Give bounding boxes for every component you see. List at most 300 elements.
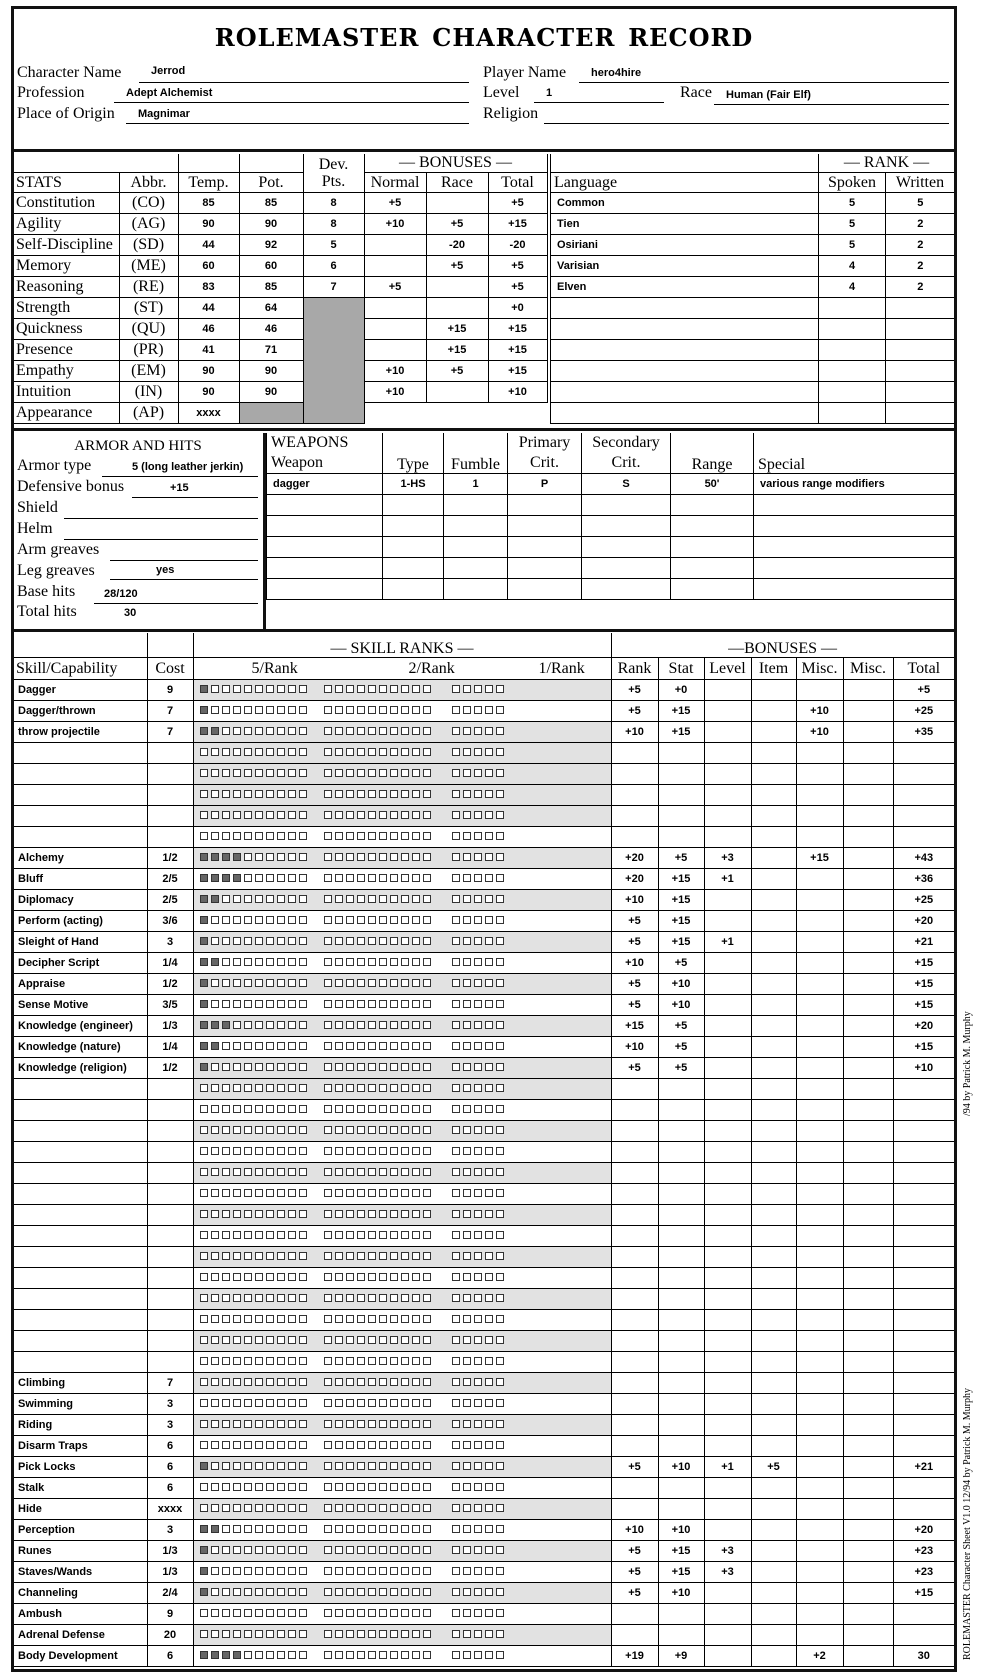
skill-stat[interactable] — [658, 1225, 704, 1246]
rank-checkbox[interactable] — [390, 1420, 398, 1428]
rank-checkbox[interactable] — [277, 727, 285, 735]
stat-pot[interactable]: 90 — [239, 213, 303, 234]
stat-race[interactable] — [426, 192, 488, 213]
rank-checkbox[interactable] — [288, 1168, 296, 1176]
rank-checkbox[interactable] — [368, 1042, 376, 1050]
rank-checkbox[interactable] — [200, 727, 208, 735]
rank-checkbox[interactable] — [390, 916, 398, 924]
rank-checkbox[interactable] — [299, 1462, 307, 1470]
rank-checkbox[interactable] — [266, 811, 274, 819]
rank-checkbox[interactable] — [277, 1483, 285, 1491]
rank-checkbox[interactable] — [379, 832, 387, 840]
rank-checkbox[interactable] — [496, 895, 504, 903]
skill-total[interactable] — [893, 1246, 954, 1267]
rank-checkbox[interactable] — [412, 1357, 420, 1365]
rank-checkbox[interactable] — [346, 1441, 354, 1449]
skill-item[interactable] — [751, 1288, 796, 1309]
rank-checkbox[interactable] — [288, 1021, 296, 1029]
rank-checkbox[interactable] — [288, 727, 296, 735]
skill-name[interactable] — [14, 1288, 147, 1309]
rank-checkbox[interactable] — [368, 1210, 376, 1218]
skill-level[interactable] — [704, 700, 751, 721]
skill-level[interactable] — [704, 1057, 751, 1078]
skill-item[interactable] — [751, 1435, 796, 1456]
skill-misc1[interactable] — [796, 1561, 843, 1582]
rank-checkbox[interactable] — [222, 916, 230, 924]
rank-checkbox[interactable] — [266, 1084, 274, 1092]
stat-dev[interactable]: 8 — [303, 213, 364, 234]
rank-checkbox[interactable] — [288, 1651, 296, 1659]
stat-pot[interactable]: 92 — [239, 234, 303, 255]
skill-misc1[interactable] — [796, 952, 843, 973]
rank-checkbox[interactable] — [357, 937, 365, 945]
skill-cost[interactable]: 3 — [147, 1414, 193, 1435]
rank-checkbox[interactable] — [474, 1588, 482, 1596]
stat-temp[interactable]: xxxx — [178, 402, 239, 423]
rank-checkbox[interactable] — [346, 1651, 354, 1659]
skill-rank[interactable]: +10 — [611, 721, 658, 742]
rank-checkbox[interactable] — [463, 1315, 471, 1323]
rank-checkbox[interactable] — [423, 1252, 431, 1260]
rank-boxes[interactable] — [193, 1246, 611, 1267]
rank-checkbox[interactable] — [368, 1168, 376, 1176]
rank-checkbox[interactable] — [346, 1105, 354, 1113]
skill-rank[interactable] — [611, 1414, 658, 1435]
skill-misc2[interactable] — [843, 889, 893, 910]
rank-checkbox[interactable] — [324, 1273, 332, 1281]
rank-checkbox[interactable] — [200, 1063, 208, 1071]
rank-checkbox[interactable] — [423, 1042, 431, 1050]
rank-checkbox[interactable] — [277, 1441, 285, 1449]
rank-checkbox[interactable] — [244, 1651, 252, 1659]
language-written[interactable]: 5 — [886, 192, 955, 213]
rank-checkbox[interactable] — [200, 979, 208, 987]
rank-checkbox[interactable] — [222, 1042, 230, 1050]
skill-misc2[interactable] — [843, 1498, 893, 1519]
skill-total[interactable] — [893, 826, 954, 847]
rank-checkbox[interactable] — [277, 1000, 285, 1008]
rank-checkbox[interactable] — [452, 1252, 460, 1260]
rank-checkbox[interactable] — [379, 1336, 387, 1344]
rank-checkbox[interactable] — [390, 1567, 398, 1575]
rank-checkbox[interactable] — [474, 895, 482, 903]
rank-checkbox[interactable] — [255, 979, 263, 987]
rank-checkbox[interactable] — [335, 1399, 343, 1407]
rank-checkbox[interactable] — [485, 1231, 493, 1239]
skill-rank[interactable]: +5 — [611, 1456, 658, 1477]
rank-checkbox[interactable] — [233, 1084, 241, 1092]
rank-checkbox[interactable] — [233, 853, 241, 861]
rank-checkbox[interactable] — [299, 1189, 307, 1197]
rank-checkbox[interactable] — [368, 1357, 376, 1365]
rank-checkbox[interactable] — [233, 1630, 241, 1638]
skill-misc2[interactable] — [843, 1204, 893, 1225]
rank-checkbox[interactable] — [211, 1588, 219, 1596]
rank-boxes[interactable] — [193, 1267, 611, 1288]
skill-level[interactable] — [704, 1225, 751, 1246]
skill-name[interactable]: Pick Locks — [14, 1456, 147, 1477]
skill-misc2[interactable] — [843, 1099, 893, 1120]
rank-checkbox[interactable] — [401, 979, 409, 987]
skill-stat[interactable]: +5 — [658, 1036, 704, 1057]
skill-misc2[interactable] — [843, 1246, 893, 1267]
rank-checkbox[interactable] — [368, 1609, 376, 1617]
skill-item[interactable] — [751, 1645, 796, 1666]
rank-checkbox[interactable] — [255, 1546, 263, 1554]
skill-misc2[interactable] — [843, 1225, 893, 1246]
skill-stat[interactable]: +10 — [658, 1582, 704, 1603]
rank-checkbox[interactable] — [222, 1441, 230, 1449]
skill-total[interactable]: +43 — [893, 847, 954, 868]
skill-level[interactable] — [704, 721, 751, 742]
rank-checkbox[interactable] — [485, 874, 493, 882]
skill-name[interactable]: Runes — [14, 1540, 147, 1561]
rank-checkbox[interactable] — [346, 895, 354, 903]
rank-checkbox[interactable] — [233, 769, 241, 777]
rank-checkbox[interactable] — [379, 706, 387, 714]
skill-name[interactable] — [14, 1309, 147, 1330]
rank-checkbox[interactable] — [324, 832, 332, 840]
rank-checkbox[interactable] — [463, 811, 471, 819]
rank-checkbox[interactable] — [401, 1105, 409, 1113]
rank-checkbox[interactable] — [346, 1210, 354, 1218]
rank-checkbox[interactable] — [211, 1357, 219, 1365]
rank-checkbox[interactable] — [390, 1483, 398, 1491]
arm-greaves-field[interactable] — [110, 545, 258, 561]
rank-checkbox[interactable] — [288, 1609, 296, 1617]
rank-checkbox[interactable] — [423, 895, 431, 903]
rank-checkbox[interactable] — [211, 1273, 219, 1281]
skill-name[interactable]: Dagger/thrown — [14, 700, 147, 721]
rank-checkbox[interactable] — [200, 1000, 208, 1008]
rank-checkbox[interactable] — [255, 1189, 263, 1197]
skill-misc2[interactable] — [843, 1036, 893, 1057]
rank-checkbox[interactable] — [485, 706, 493, 714]
rank-checkbox[interactable] — [200, 1252, 208, 1260]
rank-checkbox[interactable] — [299, 1105, 307, 1113]
weapon-name[interactable] — [267, 495, 383, 516]
rank-checkbox[interactable] — [401, 1630, 409, 1638]
rank-checkbox[interactable] — [368, 1441, 376, 1449]
rank-checkbox[interactable] — [346, 1315, 354, 1323]
rank-checkbox[interactable] — [474, 727, 482, 735]
skill-stat[interactable] — [658, 1099, 704, 1120]
rank-checkbox[interactable] — [233, 1420, 241, 1428]
rank-checkbox[interactable] — [211, 1294, 219, 1302]
rank-checkbox[interactable] — [266, 832, 274, 840]
rank-checkbox[interactable] — [379, 1504, 387, 1512]
skill-cost[interactable]: 9 — [147, 679, 193, 700]
rank-checkbox[interactable] — [401, 1357, 409, 1365]
rank-checkbox[interactable] — [401, 895, 409, 903]
skill-level[interactable] — [704, 742, 751, 763]
rank-checkbox[interactable] — [277, 1315, 285, 1323]
skill-level[interactable] — [704, 1351, 751, 1372]
skill-item[interactable] — [751, 700, 796, 721]
rank-checkbox[interactable] — [335, 1651, 343, 1659]
rank-checkbox[interactable] — [474, 769, 482, 777]
rank-checkbox[interactable] — [244, 1336, 252, 1344]
rank-checkbox[interactable] — [485, 1315, 493, 1323]
rank-checkbox[interactable] — [401, 1315, 409, 1323]
rank-checkbox[interactable] — [211, 1462, 219, 1470]
skill-misc2[interactable] — [843, 1330, 893, 1351]
rank-checkbox[interactable] — [255, 790, 263, 798]
rank-checkbox[interactable] — [401, 1546, 409, 1554]
rank-checkbox[interactable] — [423, 811, 431, 819]
rank-checkbox[interactable] — [452, 1546, 460, 1554]
stat-race[interactable] — [426, 297, 488, 318]
rank-checkbox[interactable] — [463, 1063, 471, 1071]
skill-stat[interactable]: +10 — [658, 1519, 704, 1540]
rank-checkbox[interactable] — [233, 1546, 241, 1554]
rank-checkbox[interactable] — [211, 1378, 219, 1386]
rank-checkbox[interactable] — [463, 1483, 471, 1491]
skill-misc1[interactable] — [796, 1519, 843, 1540]
rank-checkbox[interactable] — [423, 1378, 431, 1386]
skill-total[interactable]: +10 — [893, 1057, 954, 1078]
rank-checkbox[interactable] — [335, 1273, 343, 1281]
weapon-primary-crit[interactable] — [508, 579, 582, 600]
rank-checkbox[interactable] — [463, 1231, 471, 1239]
skill-stat[interactable] — [658, 1120, 704, 1141]
rank-checkbox[interactable] — [390, 1441, 398, 1449]
rank-checkbox[interactable] — [211, 1441, 219, 1449]
rank-checkbox[interactable] — [412, 1273, 420, 1281]
rank-checkbox[interactable] — [463, 1504, 471, 1512]
skill-name[interactable]: Hide — [14, 1498, 147, 1519]
rank-checkbox[interactable] — [452, 706, 460, 714]
skill-item[interactable] — [751, 1204, 796, 1225]
skill-misc2[interactable] — [843, 721, 893, 742]
rank-checkbox[interactable] — [255, 1483, 263, 1491]
rank-checkbox[interactable] — [200, 1546, 208, 1554]
skill-name[interactable]: Sense Motive — [14, 994, 147, 1015]
total-hits-field[interactable]: 30 — [124, 607, 137, 619]
skill-cost[interactable] — [147, 1246, 193, 1267]
rank-checkbox[interactable] — [474, 1063, 482, 1071]
skill-stat[interactable] — [658, 1246, 704, 1267]
rank-checkbox[interactable] — [346, 1336, 354, 1344]
rank-checkbox[interactable] — [423, 832, 431, 840]
rank-checkbox[interactable] — [423, 1105, 431, 1113]
skill-misc1[interactable]: +15 — [796, 847, 843, 868]
rank-checkbox[interactable] — [412, 916, 420, 924]
stat-temp[interactable]: 85 — [178, 192, 239, 213]
rank-checkbox[interactable] — [244, 727, 252, 735]
rank-checkbox[interactable] — [233, 1651, 241, 1659]
skill-level[interactable] — [704, 1309, 751, 1330]
rank-checkbox[interactable] — [485, 685, 493, 693]
rank-checkbox[interactable] — [288, 832, 296, 840]
rank-checkbox[interactable] — [233, 1567, 241, 1575]
rank-checkbox[interactable] — [368, 937, 376, 945]
rank-checkbox[interactable] — [401, 1567, 409, 1575]
rank-checkbox[interactable] — [379, 1462, 387, 1470]
rank-checkbox[interactable] — [299, 1441, 307, 1449]
rank-checkbox[interactable] — [335, 937, 343, 945]
rank-checkbox[interactable] — [200, 1273, 208, 1281]
rank-checkbox[interactable] — [423, 1588, 431, 1596]
rank-checkbox[interactable] — [463, 1105, 471, 1113]
skill-rank[interactable]: +5 — [611, 1057, 658, 1078]
rank-checkbox[interactable] — [277, 1651, 285, 1659]
rank-checkbox[interactable] — [452, 1126, 460, 1134]
rank-checkbox[interactable] — [423, 1210, 431, 1218]
rank-checkbox[interactable] — [266, 979, 274, 987]
rank-checkbox[interactable] — [335, 1462, 343, 1470]
rank-checkbox[interactable] — [412, 1252, 420, 1260]
rank-checkbox[interactable] — [412, 1399, 420, 1407]
rank-checkbox[interactable] — [401, 1147, 409, 1155]
rank-checkbox[interactable] — [288, 937, 296, 945]
skill-cost[interactable]: 2/5 — [147, 868, 193, 889]
skill-total[interactable] — [893, 1414, 954, 1435]
rank-checkbox[interactable] — [277, 1252, 285, 1260]
rank-checkbox[interactable] — [324, 1042, 332, 1050]
rank-checkbox[interactable] — [485, 1609, 493, 1617]
rank-checkbox[interactable] — [496, 1168, 504, 1176]
stat-pot[interactable]: 90 — [239, 360, 303, 381]
rank-checkbox[interactable] — [324, 1357, 332, 1365]
rank-checkbox[interactable] — [423, 769, 431, 777]
rank-checkbox[interactable] — [379, 1420, 387, 1428]
rank-checkbox[interactable] — [401, 1504, 409, 1512]
rank-checkbox[interactable] — [324, 1546, 332, 1554]
rank-checkbox[interactable] — [474, 937, 482, 945]
skill-total[interactable] — [893, 1204, 954, 1225]
rank-checkbox[interactable] — [368, 1525, 376, 1533]
rank-checkbox[interactable] — [379, 1252, 387, 1260]
rank-checkbox[interactable] — [485, 1399, 493, 1407]
skill-total[interactable] — [893, 1288, 954, 1309]
weapon-secondary-crit[interactable] — [582, 558, 671, 579]
rank-checkbox[interactable] — [222, 1399, 230, 1407]
rank-checkbox[interactable] — [277, 1294, 285, 1302]
rank-checkbox[interactable] — [496, 958, 504, 966]
rank-checkbox[interactable] — [324, 1525, 332, 1533]
rank-checkbox[interactable] — [485, 1063, 493, 1071]
rank-checkbox[interactable] — [244, 1294, 252, 1302]
rank-checkbox[interactable] — [474, 1546, 482, 1554]
rank-checkbox[interactable] — [401, 769, 409, 777]
rank-checkbox[interactable] — [357, 1588, 365, 1596]
stat-dev[interactable]: 6 — [303, 255, 364, 276]
rank-checkbox[interactable] — [474, 1168, 482, 1176]
rank-checkbox[interactable] — [299, 1399, 307, 1407]
skill-item[interactable] — [751, 1267, 796, 1288]
rank-checkbox[interactable] — [474, 748, 482, 756]
skill-item[interactable] — [751, 889, 796, 910]
skill-item[interactable] — [751, 1078, 796, 1099]
rank-checkbox[interactable] — [496, 1588, 504, 1596]
rank-checkbox[interactable] — [299, 1084, 307, 1092]
rank-checkbox[interactable] — [412, 895, 420, 903]
rank-checkbox[interactable] — [401, 916, 409, 924]
weapon-fumble[interactable] — [444, 516, 508, 537]
rank-checkbox[interactable] — [401, 1588, 409, 1596]
rank-boxes[interactable] — [193, 1162, 611, 1183]
rank-checkbox[interactable] — [255, 1210, 263, 1218]
rank-checkbox[interactable] — [346, 790, 354, 798]
rank-checkbox[interactable] — [474, 1651, 482, 1659]
rank-checkbox[interactable] — [324, 1126, 332, 1134]
rank-checkbox[interactable] — [357, 916, 365, 924]
rank-checkbox[interactable] — [255, 1357, 263, 1365]
rank-checkbox[interactable] — [335, 790, 343, 798]
rank-checkbox[interactable] — [335, 1609, 343, 1617]
stat-temp[interactable]: 60 — [178, 255, 239, 276]
rank-checkbox[interactable] — [335, 1231, 343, 1239]
rank-checkbox[interactable] — [233, 1483, 241, 1491]
skill-cost[interactable] — [147, 1120, 193, 1141]
rank-checkbox[interactable] — [390, 937, 398, 945]
rank-checkbox[interactable] — [368, 1252, 376, 1260]
weapon-secondary-crit[interactable] — [582, 516, 671, 537]
rank-checkbox[interactable] — [485, 916, 493, 924]
language-written[interactable]: 2 — [886, 234, 955, 255]
rank-checkbox[interactable] — [379, 1651, 387, 1659]
rank-checkbox[interactable] — [299, 790, 307, 798]
skill-total[interactable] — [893, 1498, 954, 1519]
profession-field[interactable]: Adept Alchemist — [114, 87, 469, 103]
skill-level[interactable]: +3 — [704, 1561, 751, 1582]
rank-checkbox[interactable] — [496, 1252, 504, 1260]
skill-name[interactable] — [14, 1120, 147, 1141]
rank-checkbox[interactable] — [222, 853, 230, 861]
skill-total[interactable]: +20 — [893, 910, 954, 931]
rank-checkbox[interactable] — [288, 1630, 296, 1638]
skill-level[interactable] — [704, 1603, 751, 1624]
rank-checkbox[interactable] — [277, 1378, 285, 1386]
rank-boxes[interactable] — [193, 1141, 611, 1162]
rank-checkbox[interactable] — [496, 706, 504, 714]
rank-checkbox[interactable] — [200, 916, 208, 924]
rank-checkbox[interactable] — [379, 1315, 387, 1323]
rank-checkbox[interactable] — [496, 1021, 504, 1029]
rank-checkbox[interactable] — [463, 853, 471, 861]
rank-checkbox[interactable] — [368, 1147, 376, 1155]
rank-checkbox[interactable] — [423, 1126, 431, 1134]
rank-checkbox[interactable] — [379, 1126, 387, 1134]
weapon-range[interactable] — [671, 516, 754, 537]
rank-checkbox[interactable] — [452, 1315, 460, 1323]
stat-pot[interactable]: 64 — [239, 297, 303, 318]
rank-checkbox[interactable] — [335, 1126, 343, 1134]
rank-checkbox[interactable] — [288, 1126, 296, 1134]
rank-checkbox[interactable] — [412, 1021, 420, 1029]
skill-misc1[interactable] — [796, 1435, 843, 1456]
rank-checkbox[interactable] — [324, 1483, 332, 1491]
rank-checkbox[interactable] — [368, 1546, 376, 1554]
rank-checkbox[interactable] — [233, 895, 241, 903]
rank-checkbox[interactable] — [299, 706, 307, 714]
skill-level[interactable] — [704, 994, 751, 1015]
rank-checkbox[interactable] — [474, 1021, 482, 1029]
rank-checkbox[interactable] — [324, 1189, 332, 1197]
rank-checkbox[interactable] — [299, 1042, 307, 1050]
skill-level[interactable] — [704, 1162, 751, 1183]
rank-boxes[interactable] — [193, 1498, 611, 1519]
rank-checkbox[interactable] — [346, 1063, 354, 1071]
defensive-bonus-field[interactable]: +15 — [132, 482, 258, 498]
rank-checkbox[interactable] — [357, 1000, 365, 1008]
rank-checkbox[interactable] — [357, 1504, 365, 1512]
rank-checkbox[interactable] — [200, 1294, 208, 1302]
skill-name[interactable] — [14, 1099, 147, 1120]
skill-name[interactable] — [14, 1183, 147, 1204]
rank-checkbox[interactable] — [463, 1546, 471, 1554]
